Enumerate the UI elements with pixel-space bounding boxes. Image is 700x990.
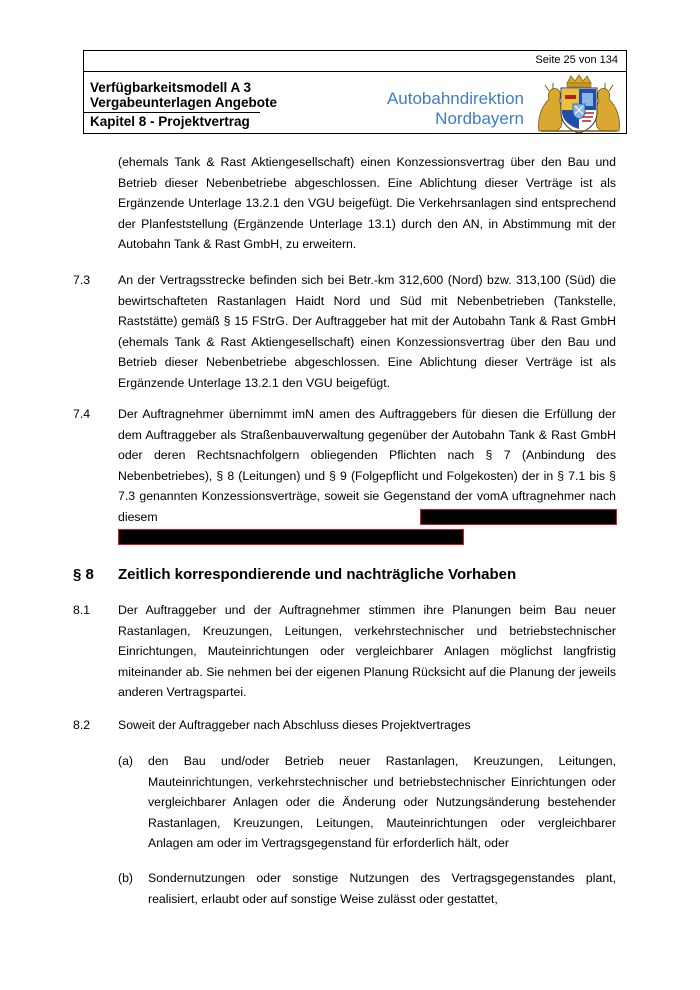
- chapter-title: Kapitel 8 - Projektvertrag: [90, 114, 250, 129]
- redaction-bar: [118, 529, 464, 545]
- document-title: Verfügbarkeitsmodell A 3: [90, 80, 252, 95]
- authority-name-line2: Nordbayern: [435, 109, 524, 128]
- clause-text-7-4: [118, 404, 616, 548]
- page-header: [83, 50, 627, 134]
- clause-text-8-2: Soweit der Auftraggeber nach Abschluss dieses Projektvertrages: [118, 718, 471, 732]
- list-label-b: (b): [118, 871, 134, 885]
- header-divider: [84, 71, 626, 72]
- redaction-bar: [420, 509, 617, 525]
- authority-name-line1: Autobahndirektion: [386, 89, 524, 108]
- authority-name: [384, 89, 524, 129]
- header-divider: [84, 112, 260, 113]
- clause-number-8-2: 8.2: [73, 718, 91, 732]
- bavarian-coat-of-arms-icon: [531, 73, 627, 135]
- section-number: § 8: [73, 566, 94, 583]
- clause-text-7-3: An der Vertragsstrecke befinden sich bei Betr.-km 312,600 (Nord) bzw. 313,100 (Süd) die bewirtschafteten Rastanlagen Haidt Nord und Süd mit Nebenbetrieben (Tankstelle, Raststätte) gemäß § 15 FStrG. Der Auftraggeber hat mit der Autobahn Tank & Rast GmbH (ehemals Tank & Rast Aktiengesellschaft) einen Konzessionsvertrag über den Bau und Betrieb dieser Nebenbetriebe abgeschlossen. Eine Ablichtung dieser Verträge ist als Ergänzende Unterlage 13.2.1 den VGU beigefügt.: [118, 273, 616, 390]
- clause-number-7-4: 7.4: [73, 407, 91, 421]
- section-title: Zeitlich korrespondierende und nachträgliche Vorhaben: [118, 566, 517, 583]
- clause-text-8-1: Der Auftraggeber und der Auftragnehmer stimmen ihre Planungen beim Bau neuer Rastanlagen, Kreuzungen, Leitungen, verkehrstechnischer und betriebstechnischer Einrichtungen, Mauteinrichtungen oder vergleichbarer Anlagen möglichst langfristig miteinander ab. Sie nehmen bei der eigenen Planung Rücksicht auf die Planung der jeweils anderen Vertragspartei.: [118, 603, 616, 700]
- clause-number-7-3: 7.3: [73, 273, 91, 287]
- list-item-b: Sondernutzungen oder sonstige Nutzungen des Vertragsgegenstandes plant, realisiert, erlaubt oder auf sonstige Weise zulässt oder gestattet,: [148, 871, 616, 906]
- clause-text-7-4-body: Der Auftragnehmer übernimmt imN amen des Auftraggebers für diesen die Erfüllung der dem Auftraggeber als Straßenbauverwaltung gegenüber der Autobahn Tank & Rast GmbH oder deren Rechtsnachfolgern obliegenden Pflichten nach § 7 (Anbindung des Nebenbetriebes), § 8 (Leitungen) und § 9 (Folgepflicht und Folgekosten) der in § 7.1 bis § 7.3 genannten Konzessionsverträge, soweit sie Gegenstand der vomA uftragnehmer nach diesem: [118, 407, 616, 524]
- clause-number-8-1: 8.1: [73, 603, 91, 617]
- page-number: Seite 25 von 134: [535, 54, 618, 66]
- continued-paragraph: (ehemals Tank & Rast Aktiengesellschaft) einen Konzessionsvertrag über den Bau und Betrieb dieser Nebenbetriebe abgeschlossen. Eine Ablichtung dieser Verträge ist als Ergänzende Unterlage 13.2.1 den VGU beigefügt. Die Verkehrsanlagen sind entsprechend der Planfeststellung (Ergänzende Unterlage 13.1) durch den AN, in Abstimmung mit der Autobahn Tank & Rast GmbH, zu erweitern.: [118, 155, 616, 252]
- document-subtitle: Vergabeunterlagen Angebote: [90, 95, 278, 110]
- list-item-a: den Bau und/oder Betrieb neuer Rastanlagen, Kreuzungen, Leitungen, Mauteinrichtungen, verkehrstechnischer und betriebstechnischer Einrichtungen oder vergleichbarer Anlagen oder die Änderung oder Nutzungsänderung bestehender Rastanlagen, Kreuzungen, Leitungen, Mauteinrichtungen oder vergleichbarer Anlagen am oder im Vertragsgegenstand für erforderlich hält, oder: [148, 754, 616, 851]
- list-label-a: (a): [118, 754, 134, 768]
